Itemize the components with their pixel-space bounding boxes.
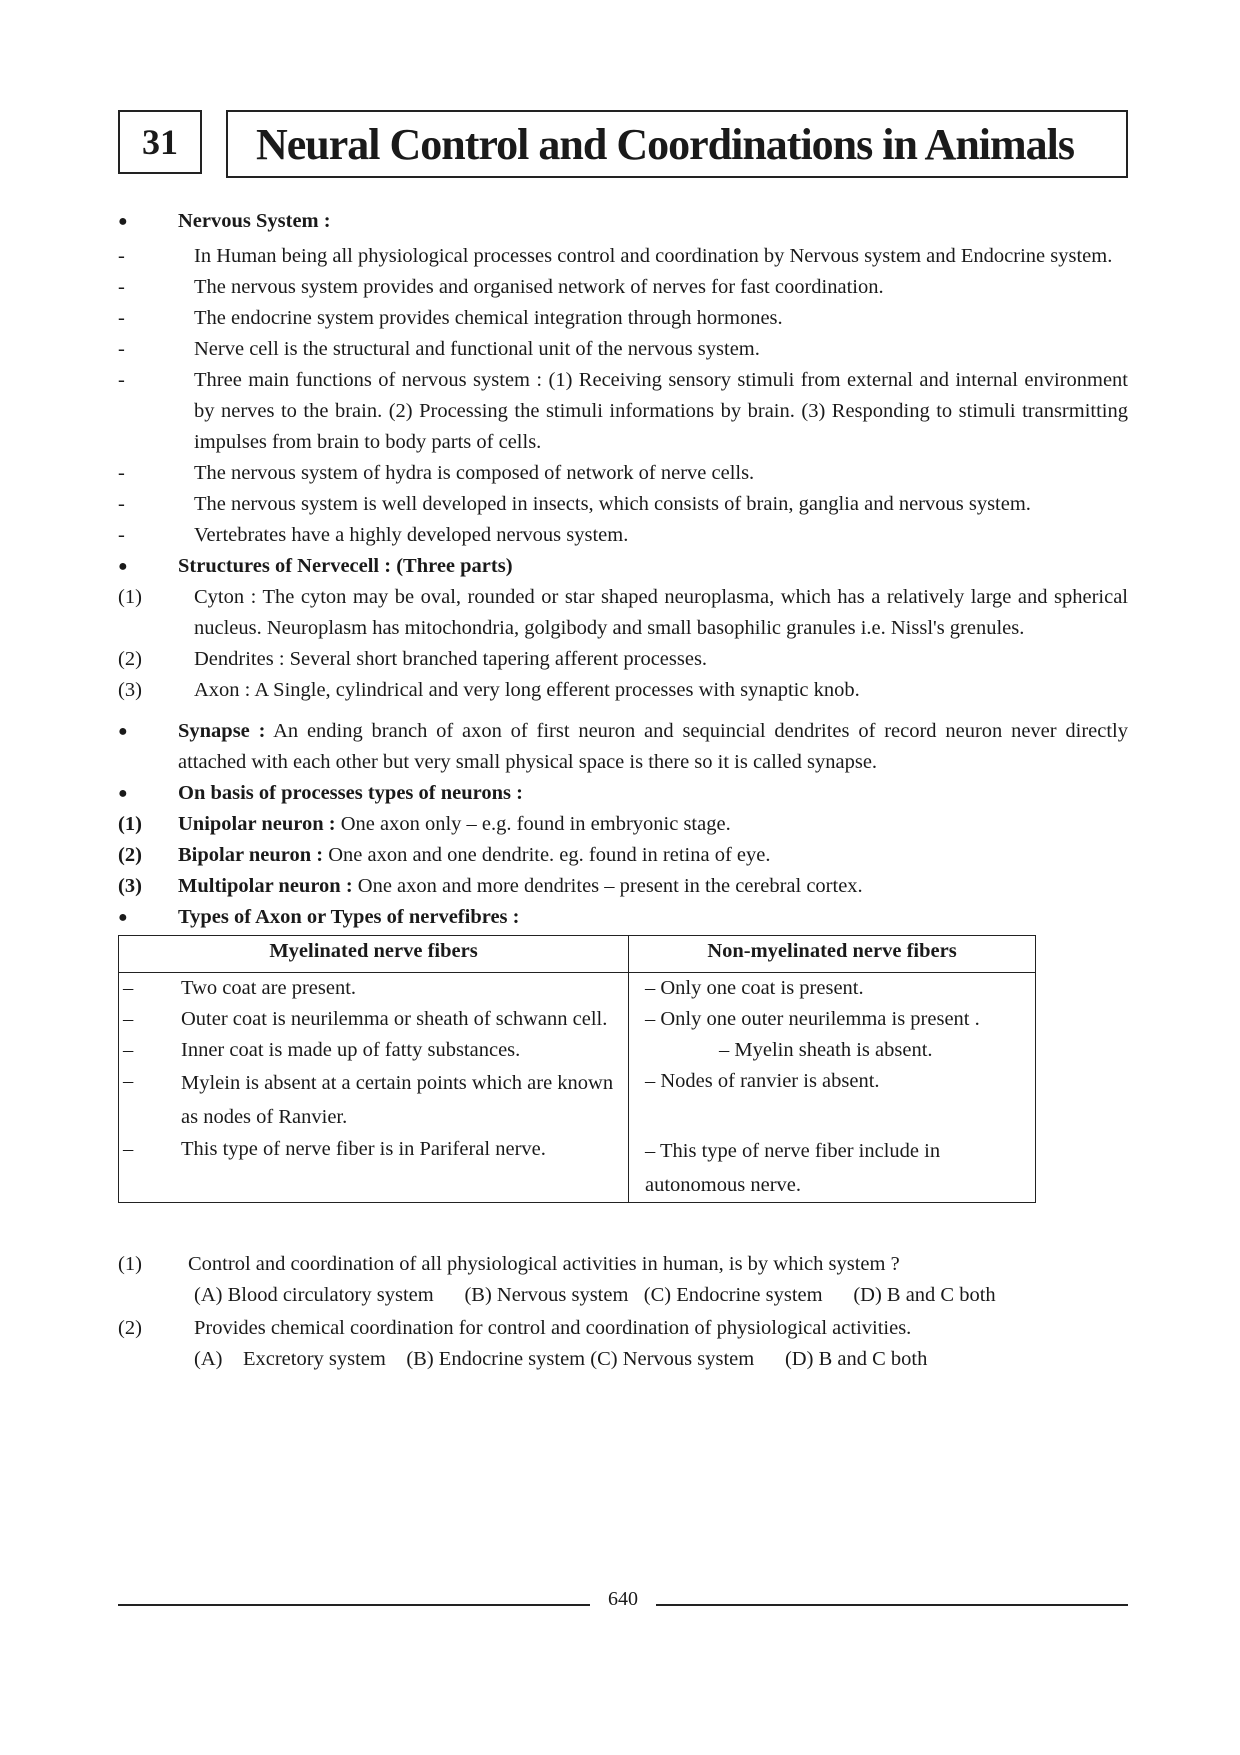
option-d: (D) B and C both: [853, 1284, 996, 1306]
list-item: - The nervous system of hydra is composed of network of nerve cells.: [118, 462, 755, 484]
chapter-content: [118, 206, 1128, 1375]
page: [118, 110, 1129, 1370]
section-heading: [118, 551, 1128, 582]
chapter-header: [118, 110, 1128, 178]
page-number: 640: [596, 1588, 650, 1610]
list-item: - Vertebrates have a highly developed nervous system.: [118, 524, 629, 546]
list-item: (3) Axon : A Single, cylindrical and very long efferent processes with synaptic knob.: [118, 679, 860, 701]
table-header: Non-myelinated nerve fibers: [629, 936, 1036, 973]
list-item: (2) Dendrites : Several short branched tapering afferent processes.: [118, 648, 708, 670]
list-item: - The endocrine system provides chemical integration through hormones.: [118, 307, 783, 329]
questions: [118, 1249, 1128, 1375]
nerve-fiber-table: [118, 935, 1036, 1203]
bullet-icon: ●: [118, 909, 128, 926]
heading-neuron-types: On basis of processes types of neurons :: [178, 782, 523, 804]
option-a: (A) Blood circulatory system: [194, 1284, 434, 1306]
bullet-icon: ●: [118, 558, 128, 575]
bullet-icon: ●: [118, 213, 128, 230]
table-row: – Two coat are present. – Only one coat is present.: [119, 973, 1036, 1005]
list-item: (1) Unipolar neuron : One axon only – e.g. found in embryonic stage.: [118, 813, 731, 835]
chapter-title: Neural Control and Coordinations in Animals: [226, 110, 1128, 178]
list-item: - The nervous system provides and organised network of nerves for fast coordination.: [118, 276, 884, 298]
list-item: - Three main functions of nervous system : (1) Receiving sensory stimuli from external and internal environment by nerves to the brain. (2) Processing the stimuli informations by brain. (3) Responding to stimuli transrmitting impulses from brain to body parts of cells.: [118, 369, 1128, 453]
table-row: – This type of nerve fiber is in Pariferal nerve. – This type of nerve fiber include in autonomous nerve.: [119, 1134, 1036, 1203]
chapter-number: 31: [118, 110, 202, 174]
table-row: – Mylein is absent at a certain points which are known as nodes of Ranvier. – Nodes of ranvier is absent.: [119, 1066, 1036, 1134]
bullet-icon: ●: [118, 723, 128, 740]
question-options: [194, 1344, 1128, 1375]
table-row: – Outer coat is neurilemma or sheath of schwann cell. – Only one outer neurilemma is present .: [119, 1004, 1036, 1035]
list-item: - In Human being all physiological processes control and coordination by Nervous system and Endocrine system.: [118, 245, 1113, 267]
page-footer: [118, 1588, 1128, 1618]
synapse-paragraph: ● Synapse : An ending branch of axon of first neuron and sequincial dendrites of record neuron never directly attached with each other but very small physical space is there so it is called synapse.: [118, 716, 1128, 778]
question-options: [194, 1280, 1128, 1311]
option-b: (B) Nervous system: [464, 1284, 629, 1306]
list-item: (2) Bipolar neuron : One axon and one dendrite. eg. found in retina of eye.: [118, 844, 771, 866]
list-item: - Nerve cell is the structural and functional unit of the nervous system.: [118, 338, 760, 360]
option-a: (A) Excretory system: [194, 1348, 386, 1370]
table-header: Myelinated nerve fibers: [119, 936, 629, 973]
heading-nervous-system: Nervous System :: [178, 210, 331, 232]
list-item: - The nervous system is well developed in insects, which consists of brain, ganglia and nervous system.: [118, 493, 1031, 515]
heading-nervecell-structure: Structures of Nervecell : (Three parts): [178, 555, 513, 577]
bullet-icon: ●: [118, 785, 128, 802]
heading-axon-types: Types of Axon or Types of nervefibres :: [178, 906, 520, 928]
option-d: (D) B and C both: [784, 1348, 928, 1370]
option-c: (C) Endocrine system: [643, 1284, 823, 1306]
question: (1) Control and coordination of all physiological activities in human, is by which system ?: [118, 1253, 900, 1275]
list-item: (1) Cyton : The cyton may be oval, rounded or star shaped neuroplasma, which has a relatively large and spherical nucleus. Neuroplasm has mitochondria, golgibody and small basophilic granules i.e. Nissl's grenules.: [118, 586, 1128, 639]
section-heading: [118, 778, 1128, 809]
list-item: (3) Multipolar neuron : One axon and more dendrites – present in the cerebral cortex.: [118, 875, 863, 897]
table-row: – Inner coat is made up of fatty substances. – Myelin sheath is absent.: [119, 1035, 1036, 1066]
option-c: (C) Nervous system: [590, 1348, 755, 1370]
question: (2) Provides chemical coordination for control and coordination of physiological activities.: [118, 1317, 912, 1339]
section-heading: [118, 902, 1128, 933]
section-heading: [118, 206, 1128, 237]
option-b: (B) Endocrine system: [406, 1348, 586, 1370]
